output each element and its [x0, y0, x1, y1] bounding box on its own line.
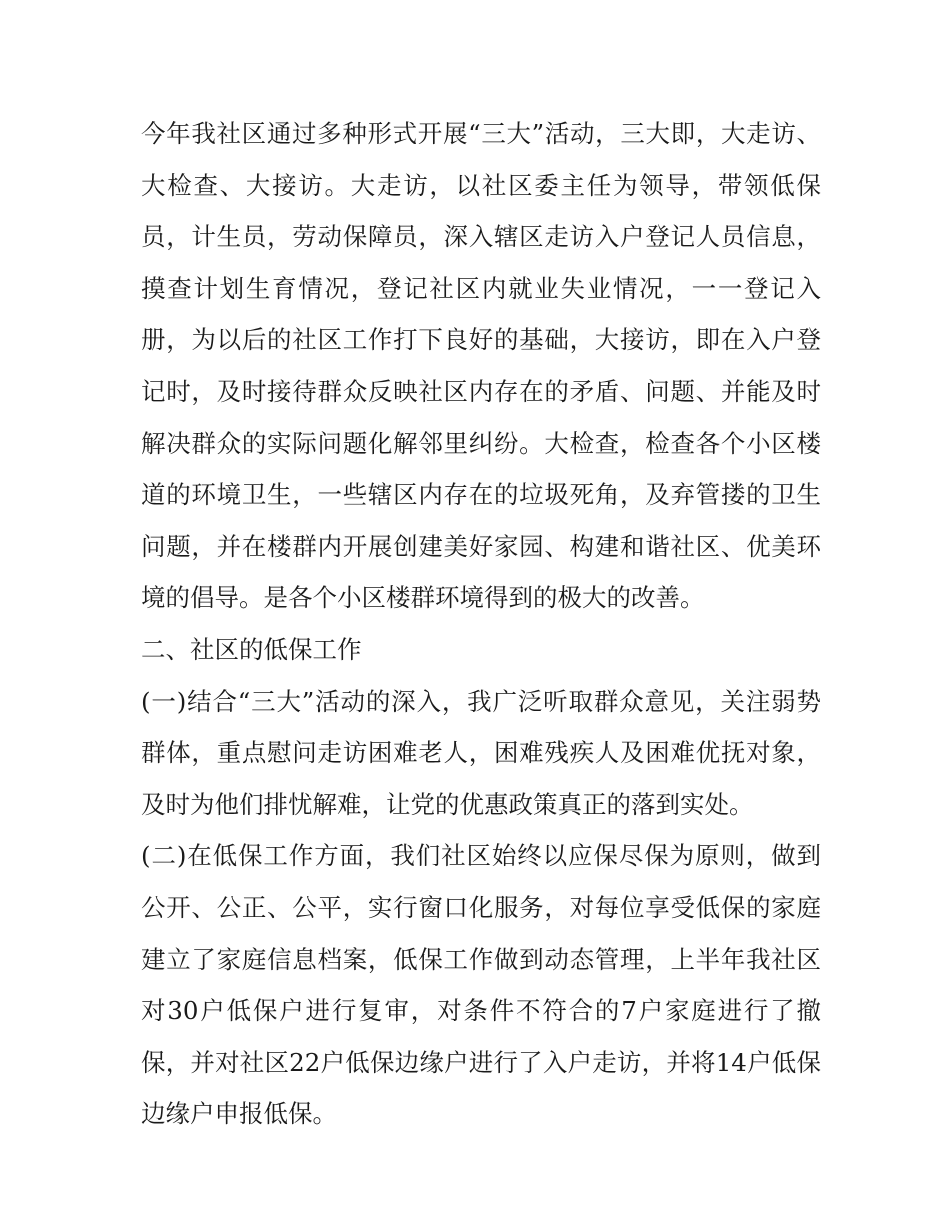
- paragraph-item-one: (一)结合“三大”活动的深入，我广泛听取群众意见，关注弱势群体，重点慰问走访困难老人，困难残疾人及困难优抚对象，及时为他们排忧解难，让党的优惠政策真正的落到实处。: [141, 686, 821, 819]
- document-page: [141, 108, 821, 1140]
- paragraph-item-two: (二)在低保工作方面，我们社区始终以应保尽保为原则，做到公开、公正、公平，实行窗口化服务，对每位享受低保的家庭建立了家庭信息档案，低保工作做到动态管理，上半年我社区对30户低保户进行复审，对条件不符合的7户家庭进行了撤保，并对社区22户低保边缘户进行了入户走访，并将14户低保边缘户申报低保。: [141, 841, 821, 1129]
- paragraph-three-big-activities: 今年我社区通过多种形式开展“三大”活动，三大即，大走访、大检查、大接访。大走访，以社区委主任为领导，带领低保员，计生员，劳动保障员，深入辖区走访入户登记人员信息，摸查计划生育情况，登记社区内就业失业情况，一一登记入册，为以后的社区工作打下良好的基础，大接访，即在入户登记时，及时接待群众反映社区内存在的矛盾、问题、并能及时解决群众的实际问题化解邻里纠纷。大检查，检查各个小区楼道的环境卫生，一些辖区内存在的垃圾死角，及弃管搂的卫生问题，并在楼群内开展创建美好家园、构建和谐社区、优美环境的倡导。是各个小区楼群环境得到的极大的改善。: [141, 119, 821, 613]
- section-heading-low-income-work: 二、社区的低保工作: [141, 634, 362, 664]
